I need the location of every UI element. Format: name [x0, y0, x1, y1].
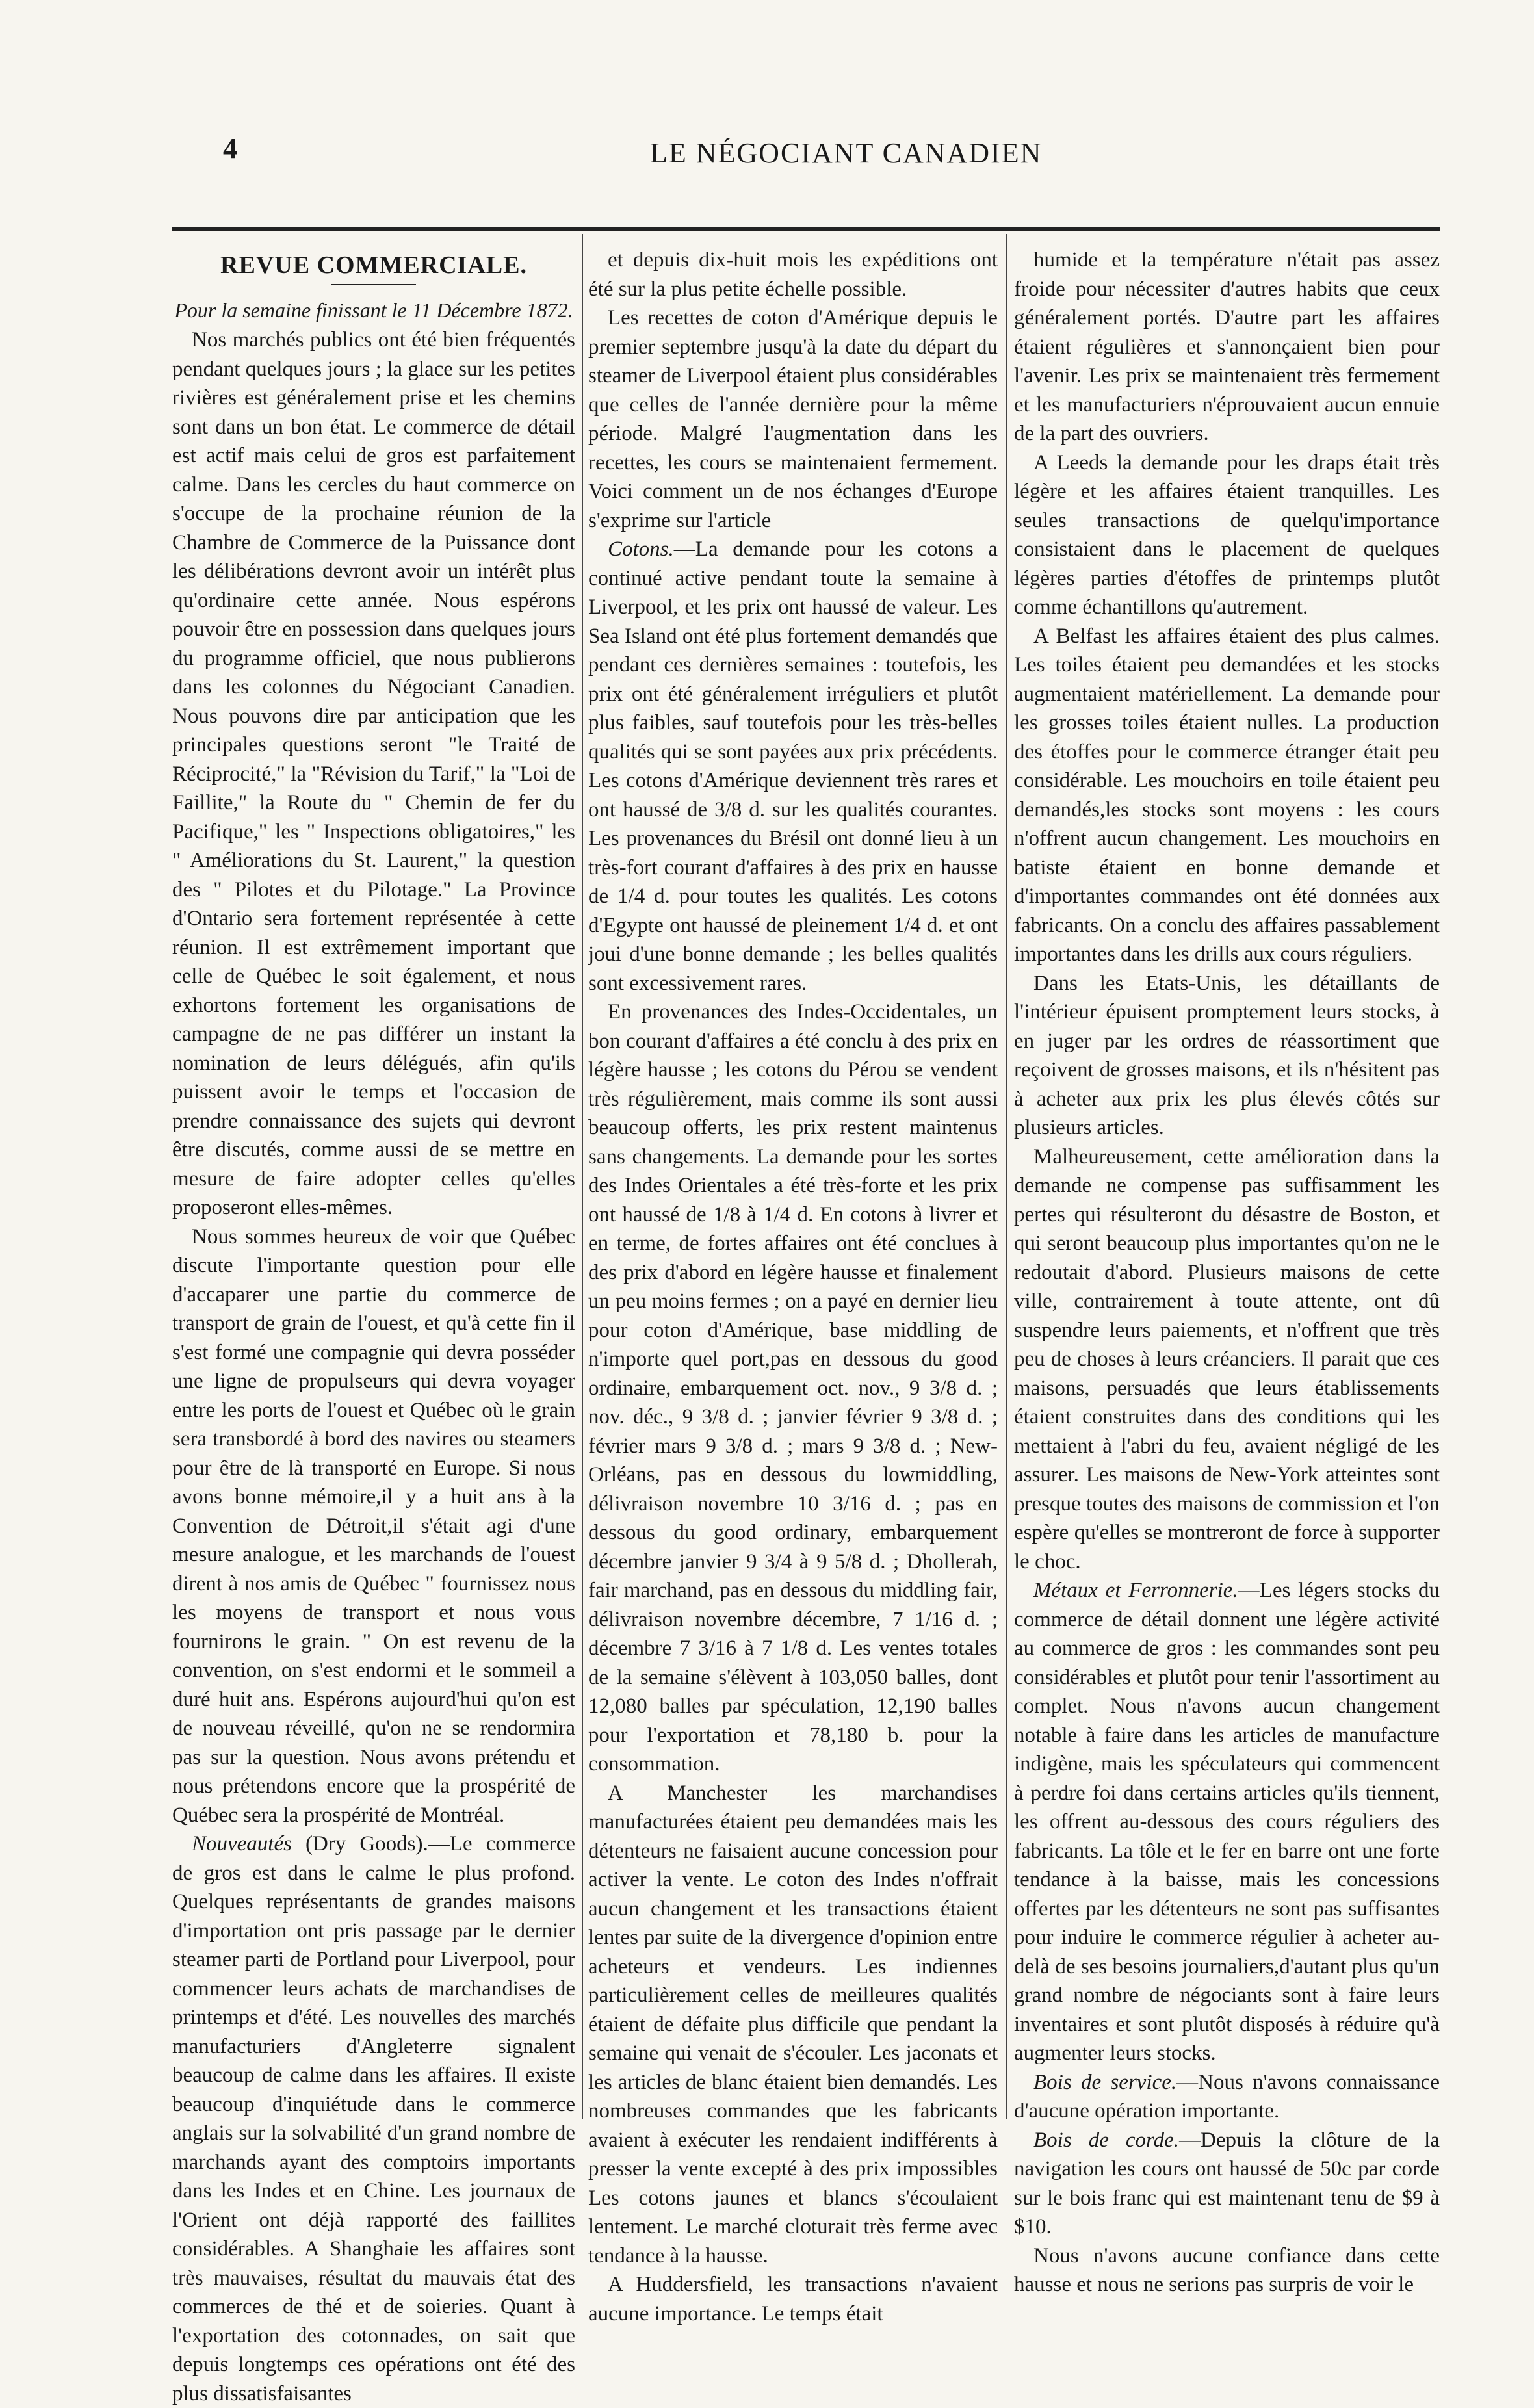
- paragraph: humide et la température n'était pas assez froide pour nécessiter d'autres habits que ceux généralement portés. D'autre part les affaires étaient régulières et s'annonçaient bien pour l'avenir. Les prix se maintenaient très fermement et les manufacturiers n'éprouvaient aucun ennuie de la part des ouvriers.: [1014, 248, 1440, 445]
- column-divider: [582, 234, 583, 2119]
- paragraph-body: —Nous n'avons connaissance d'aucune opération importante.: [1014, 2070, 1440, 2123]
- paragraph: Nos marchés publics ont été bien fréquentés pendant quelques jours ; la glace sur les petites rivières est généralement prise et les chemins sont dans un bon état. Le commerce de détail est actif mais celui de gros est parfaitement calme. Dans les cercles du haut commerce on s'occupe de la prochaine réunion de la Chambre de Commerce de la Puissance dont les délibérations devront avoir un intérêt plus qu'ordinaire cette année. Nous espérons pouvoir être en possession dans quelques jours du programme officiel, que nous publierons dans les colonnes du Négociant Canadien. Nous pouvons dire par anticipation que les principales questions seront "le Traité de Réciprocité," la "Révision du Tarif," la "Loi de Faillite," la Route du " Chemin de fer du Pacifique," les " Inspections obligatoires," les " Améliorations du St. Laurent," la question des " Pilotes et du Pilotage." La Province d'Ontario sera fortement représentée à cette réunion. Il est extrêmement important que celle de Québec le soit également, et nous exhortons fortement les organisations de campagne de ne pas différer un instant la nomination de leurs délégués, afin qu'ils puissent avoir le temps et l'occasion de prendre connaissance des sujets qui devront être discutés, comme aussi de se mettre en mesure de faire adopter celles qu'elles proposeront elles-mêmes.: [172, 328, 575, 1219]
- paragraph: A Huddersfield, les transactions n'avaient aucune importance. Le temps était: [588, 2273, 998, 2325]
- header-rule: [172, 227, 1440, 231]
- paragraph: A Belfast les affaires étaient des plus calmes. Les toiles étaient peu demandées et les stocks augmentaient matériellement. La demande pour les grosses toiles étaient nulles. La production des étoffes pour le commerce étranger était peu considérable. Les mouchoirs en toile étaient peu demandés,les stocks sont moyens : les cours n'offrent aucun changement. Les mouchoirs en batiste étaient en bonne demande et d'importantes commandes ont été données aux fabricants. On a conclu des affaires passablement importantes dans les drills aux cours réguliers.: [1014, 624, 1440, 966]
- column-3: [1014, 246, 1440, 2296]
- paragraph: Les recettes de coton d'Amérique depuis le premier septembre jusqu'à la date du départ du steamer de Liverpool étaient plus considérables que celles de l'année dernière pour la même période. Malgré l'augmentation dans les recettes, les cours se maintenaient fermement. Voici comment un de nos échanges d'Europe s'exprime sur l'article: [588, 306, 998, 532]
- paragraph-lead: Métaux et Ferronnerie.: [1034, 1579, 1238, 1602]
- masthead: LE NÉGOCIANT CANADIEN: [650, 137, 1043, 169]
- paragraph-lead: Bois de service.: [1034, 2070, 1177, 2094]
- column-divider: [1006, 234, 1008, 2119]
- paragraph: Nous sommes heureux de voir que Québec discute l'importante question pour elle d'accaparer une partie du commerce de transport de grain de l'ouest, et qu'à cette fin il s'est formé une compagnie qui devra posséder une ligne de propulseurs qui devra voyager entre les ports de l'ouest et Québec où le grain sera transbordé à bord des navires ou steamers pour être de là transporté en Europe. Si nous avons bonne mémoire,il y a huit ans à la Convention de Détroit,il s'était agi d'une mesure analogue, et les marchands de l'ouest dirent à nos amis de Québec " fournissez nous les moyens de transport et nous vous fournirons le grain. " On est revenu de la convention, on s'est endormi et le sommeil a duré huit ans. Espérons aujourd'hui qu'on est de nouveau réveillé, qu'on ne se rendormira pas sur la question. Nous avons prétendu et nous prétendons encore que la prospérité de Québec sera la prospérité de Montréal.: [172, 1224, 575, 1827]
- paragraph: et depuis dix-huit mois les expéditions ont été sur la plus petite échelle possible.: [588, 248, 998, 301]
- paragraph-lead: Bois de corde.: [1034, 2128, 1180, 2152]
- column-2: [588, 246, 998, 2325]
- article-title: REVUE COMMERCIALE.: [220, 252, 527, 279]
- paragraph: A Manchester les marchandises manufacturées étaient peu demandées mais les détenteurs ne faisaient aucune concession pour activer la vente. Le coton des Indes n'offrait aucun changement et les transactions étaient lentes par suite de la divergence d'opinion entre acheteurs et vendeurs. Les indiennes particulièrement celles de meilleures qualités étaient de défaite plus difficile que pendant la semaine qui venait de s'écouler. Les jaconats et les articles de blanc étaient bien demandés. Les nombreuses commandes que les fabricants avaient à exécuter les rendaient indifférents à presser la vente excepté à des prix impossibles Les cotons jaunes et blancs s'écoulaient lentement. Le marché cloturait très ferme avec tendance à la hausse.: [588, 1781, 998, 2268]
- paragraph-lead: Nouveautés: [192, 1832, 292, 1856]
- paragraph: Malheureusement, cette amélioration dans la demande ne compense pas suffisamment les pertes qui résulteront du désastre de Boston, et qui seront beaucoup plus importantes qu'on ne le redoutait d'abord. Plusieurs maisons de cette ville, contrairement à toute attente, ont dû suspendre leurs paiements, et n'offrent que très peu de choses à leurs créanciers. Il parait que ces maisons, persuadés que leurs établissements étaient construites dans des conditions qui les mettaient à l'abri du feu, avaient négligé de les assurer. Les maisons de New-York atteintes sont presque toutes des maisons de commission et l'on espère qu'elles se montreront de force à supporter le choc.: [1014, 1145, 1440, 1573]
- paragraph-body: —Les légers stocks du commerce de détail donnent une légère activité au commerce de gros : les commandes sont peu considérables et plutôt pour tenir l'assortiment au complet. Nous n'avons aucun changement notable à faire dans les articles de manufacture indigène, mais les spéculateurs qui commencent à perdre foi dans certains articles qu'ils tiennent, les offrent au-dessous des cours réguliers des fabricants. La tôle et le fer en barre ont une forte tendance à la baisse, mais les concessions offertes par les détenteurs ne sont pas suffisantes pour induire le commerce régulier à acheter au-delà de ses besoins journaliers,d'autant plus qu'un grand nombre de négociants sont à faire leurs inventaires et sont plutôt disposés à réduire qu'à augmenter leurs stocks.: [1014, 1579, 1440, 2065]
- paragraph: Nous n'avons aucune confiance dans cette hausse et nous ne serions pas surpris de voir le: [1014, 2244, 1440, 2296]
- paragraph-body: (Dry Goods).—Le commerce de gros est dans le calme le plus profond. Quelques représentants de grandes maisons d'importation ont pris passage par le dernier steamer parti de Portland pour Liverpool, pour commencer leurs achats de marchandises de printemps et d'été. Les nouvelles des marchés manufacturiers d'Angleterre signalent beaucoup de calme dans les affaires. Il existe beaucoup d'inquiétude dans le commerce anglais sur la solvabilité d'un grand nombre de marchands ayant des comptoirs importants dans les Indes et en Chine. Les journaux de l'Orient ont déjà rapporté des faillites considérables. A Shanghaie les affaires sont très mauvaises, résultat du mauvais état des commerces de thé et de soieries. Quant à l'exportation des cotonnades, on sait que depuis longtemps ces opérations ont été des plus dissatisfaisantes: [172, 1832, 575, 2405]
- paragraph: En provenances des Indes-Occidentales, un bon courant d'affaires a été conclu à des prix en légère hausse ; les cotons du Pérou se vendent très régulièrement, mais comme ils sont aussi beaucoup offerts, les prix restent maintenus sans changements. La demande pour les sortes des Indes Orientales a été très-forte et les prix ont haussé de 1/8 à 1/4 d. En cotons à livrer et en terme, de fortes affaires ont été conclues à des prix d'abord en légère hausse et finalement un peu moins fermes ; on a payé en dernier lieu pour coton d'Amérique, base middling de n'importe quel port,pas en dessous du good ordinaire, embarquement oct. nov., 9 3/8 d. ; nov. déc., 9 3/8 d. ; janvier février 9 3/8 d. ; février mars 9 3/8 d. ; mars 9 3/8 d. ; New-Orléans, pas en dessous du lowmiddling, délivraison novembre 10 3/16 d. ; pas en dessous du good ordinary, embarquement décembre janvier 9 3/4 à 9 5/8 d. ; Dhollerah, fair marchand, pas en dessous du middling fair, délivraison novembre décembre, 7 1/16 d. ; décembre 7 3/16 à 7 1/8 d. Les ventes totales de la semaine s'élèvent à 103,050 balles, dont 12,080 balles par spéculation, 12,190 balles pour l'exportation et 78,180 b. pour la consommation.: [588, 1000, 998, 1776]
- paragraph: [588, 535, 998, 998]
- paragraph: [172, 1830, 575, 2408]
- page-number: 4: [223, 133, 237, 164]
- paragraph-lead: Cotons.: [608, 537, 674, 561]
- paragraph-body: —La demande pour les cotons a continué active pendant toute la semaine à Liverpool, et les prix ont haussé de valeur. Les Sea Island ont été plus fortement demandés que pendant ces dernières semaines : toutefois, les prix ont été généralement irréguliers et plutôt plus faibles, sauf toutefois pour les très-belles qualités qui se sont payées aux prix précédents. Les cotons d'Amérique deviennent très rares et ont haussé de 3/8 d. sur les qualités courantes. Les provenances du Brésil ont donné lieu à un très-fort courant d'affaires à des prix en hausse de 1/4 d. pour toutes les qualités. Les cotons d'Egypte ont haussé de pleinement 1/4 d. et ont joui d'une bonne demande ; les belles qualités sont excessivement rares.: [588, 537, 998, 995]
- paragraph: [1014, 2126, 1440, 2242]
- paragraph: [1014, 1576, 1440, 2068]
- article-dateline: Pour la semaine finissant le 11 Décembre 1872.: [174, 298, 573, 322]
- paragraph: A Leeds la demande pour les draps était très légère et les affaires étaient tranquilles. Les seules transactions de quelqu'importance consistaient dans le placement de quelques légères parties d'étoffes de printemps plutôt comme échantillons qu'autrement.: [1014, 450, 1440, 619]
- title-rule: [332, 284, 416, 285]
- paragraph-body: —Depuis la clôture de la navigation les cours ont haussé de 50c par corde sur le bois franc qui est maintenant tenu de $9 à $10.: [1014, 2128, 1440, 2238]
- column-1: [172, 246, 575, 2405]
- paragraph: [1014, 2068, 1440, 2126]
- paragraph: Dans les Etats-Unis, les détaillants de l'intérieur épuisent promptement leurs stocks, à en juger par les ordres de réassortiment que reçoivent de grosses maisons, et ils n'hésitent pas à acheter aux prix les plus élevés côtés sur plusieurs articles.: [1014, 971, 1440, 1139]
